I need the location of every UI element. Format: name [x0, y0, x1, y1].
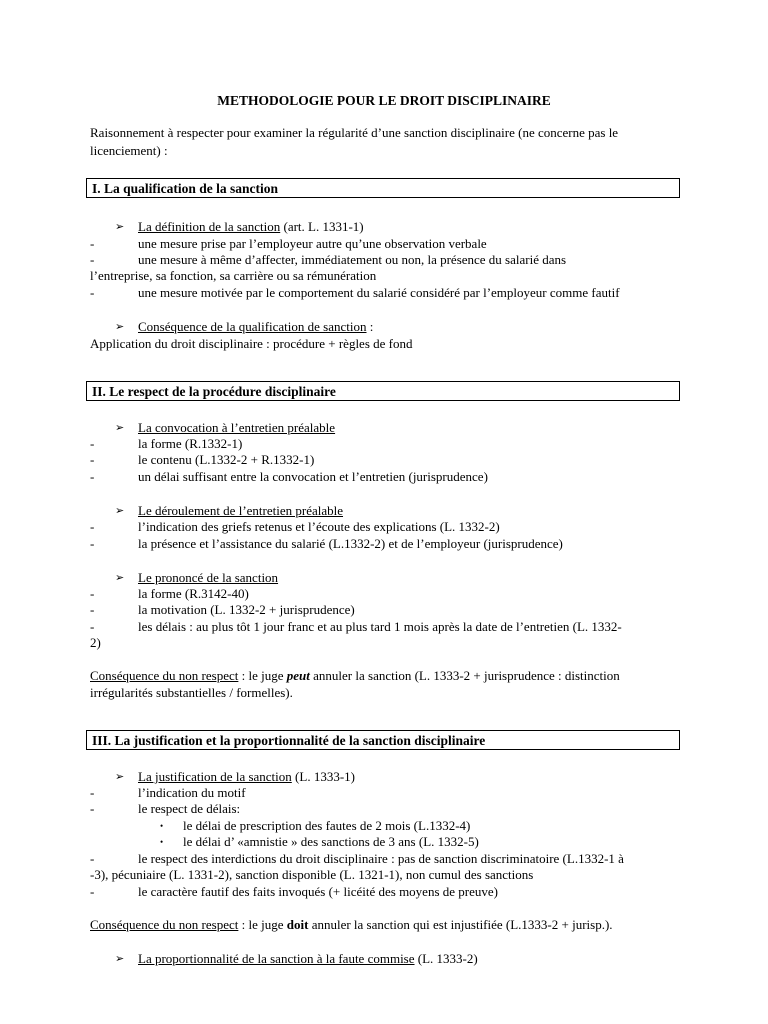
arrow-bullet-icon: ➢	[115, 422, 125, 434]
arrow-bullet-icon: ➢	[115, 221, 125, 233]
subheading-justification: La justification de la sanction (L. 1333-1)	[138, 769, 355, 784]
list-item: l’indication des griefs retenus et l’écoute des explications (L. 1332-2)	[138, 519, 500, 534]
subheading-definition: La définition de la sanction (art. L. 1331-1)	[138, 219, 364, 234]
list-item: le contenu (L.1332-2 + R.1332-1)	[138, 452, 315, 467]
dash-marker: -	[90, 586, 95, 601]
list-item: une mesure prise par l’employeur autre qu’une observation verbale	[138, 236, 487, 251]
list-item: un délai suffisant entre la convocation et l’entretien (jurisprudence)	[138, 469, 488, 484]
dash-marker: -	[90, 884, 95, 899]
section-3-heading: III. La justification et la proportionnalité de la sanction disciplinaire	[92, 733, 486, 748]
dash-marker: -	[90, 519, 95, 534]
bullet-icon: •	[160, 821, 164, 831]
arrow-bullet-icon: ➢	[115, 572, 125, 584]
sub-list-item: le délai d’ «amnistie » des sanctions de 3 ans (L. 1332-5)	[183, 834, 479, 849]
arrow-bullet-icon: ➢	[115, 505, 125, 517]
consequence-text: Application du droit disciplinaire : procédure + règles de fond	[90, 336, 413, 351]
dash-marker: -	[90, 236, 95, 251]
section-2-box	[86, 381, 680, 401]
arrow-bullet-icon: ➢	[115, 771, 125, 783]
dash-marker: -	[90, 436, 95, 451]
consequence-line-2: irrégularités substantielles / formelles).	[90, 685, 293, 700]
dash-marker: -	[90, 851, 95, 866]
dash-marker: -	[90, 801, 95, 816]
page-title: METHODOLOGIE POUR LE DROIT DISCIPLINAIRE	[217, 93, 551, 108]
list-item: une mesure motivée par le comportement du salarié considéré par l’employeur comme fautif	[138, 285, 620, 300]
list-item: l’indication du motif	[138, 785, 246, 800]
intro-line-1: Raisonnement à respecter pour examiner la régularité d’une sanction disciplinaire (ne concerne pas le	[90, 125, 619, 140]
list-item: une mesure à même d’affecter, immédiatement ou non, la présence du salarié dans	[138, 252, 567, 267]
dash-marker: -	[90, 602, 95, 617]
list-item-continuation: 2)	[90, 635, 101, 650]
intro-line-2: licenciement) :	[90, 143, 168, 158]
list-item: le respect des interdictions du droit disciplinaire : pas de sanction discriminatoire (L.1332-1 à	[138, 851, 624, 866]
list-item: le respect de délais:	[138, 801, 241, 816]
list-item: la motivation (L. 1332-2 + jurisprudence)	[138, 602, 355, 617]
subheading-convocation: La convocation à l’entretien préalable	[138, 420, 336, 435]
list-item-continuation: -3), pécuniaire (L. 1331-2), sanction disponible (L. 1321-1), non cumul des sanctions	[90, 867, 534, 882]
section-1-box	[86, 178, 680, 198]
section-3-box	[86, 730, 680, 750]
subheading-consequence: Conséquence de la qualification de sanction :	[138, 319, 374, 334]
dash-marker: -	[90, 469, 95, 484]
subheading-proportionnalite: La proportionnalité de la sanction à la faute commise (L. 1333-2)	[138, 951, 478, 966]
list-item: la forme (R.1332-1)	[138, 436, 243, 451]
consequence-line: Conséquence du non respect : le juge doit annuler la sanction qui est injustifiée (L.1333-2 + jurisp.).	[90, 917, 613, 932]
list-item: la présence et l’assistance du salarié (L.1332-2) et de l’employeur (jurisprudence)	[138, 536, 563, 551]
section-1-heading: I. La qualification de la sanction	[92, 181, 279, 196]
dash-marker: -	[90, 252, 95, 267]
list-item: la forme (R.3142-40)	[138, 586, 249, 601]
dash-marker: -	[90, 452, 95, 467]
arrow-bullet-icon: ➢	[115, 953, 125, 965]
consequence-line: Conséquence du non respect : le juge peut annuler la sanction (L. 1333-2 + jurisprudence : distinction	[90, 668, 620, 683]
subheading-deroulement: Le déroulement de l’entretien préalable	[138, 503, 344, 518]
subheading-prononce: Le prononcé de la sanction	[138, 570, 279, 585]
dash-marker: -	[90, 285, 95, 300]
bullet-icon: •	[160, 837, 164, 847]
dash-marker: -	[90, 785, 95, 800]
list-item: le caractère fautif des faits invoqués (+ licéité des moyens de preuve)	[138, 884, 498, 899]
list-item-continuation: l’entreprise, sa fonction, sa carrière ou sa rémunération	[90, 268, 377, 283]
sub-list-item: le délai de prescription des fautes de 2 mois (L.1332-4)	[183, 818, 471, 833]
dash-marker: -	[90, 536, 95, 551]
dash-marker: -	[90, 619, 95, 634]
list-item: les délais : au plus tôt 1 jour franc et au plus tard 1 mois après la date de l’entretien (L. 1332-	[138, 619, 622, 634]
arrow-bullet-icon: ➢	[115, 321, 125, 333]
section-2-heading: II. Le respect de la procédure disciplinaire	[92, 384, 336, 399]
